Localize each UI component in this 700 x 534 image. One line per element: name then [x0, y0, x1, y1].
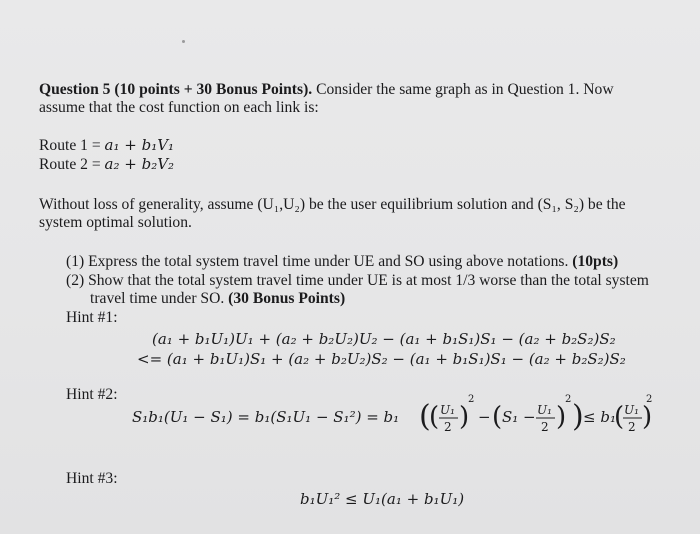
term3-close-paren: ) — [642, 402, 652, 432]
hint-2-formula — [132, 388, 652, 448]
hint-1-line-1: (a₁ + b₁U₁)U₁ + (a₂ + b₂U₂)U₂ − (a₁ + b₁S₁)S₁ − (a₂ + b₂S₂)S₂ — [152, 330, 616, 348]
term3-numerator: U₁ — [624, 403, 639, 417]
term1-close-paren: ) — [459, 402, 470, 432]
assumption-line-1: Without loss of generality, assume (U₁,U₂) be the user equilibrium solution and (S₁, S₂) be the — [39, 196, 626, 213]
task-2-cont — [90, 290, 345, 308]
hint-2-le: ≤ b₁ — [583, 408, 616, 426]
task-2-points: (30 Bonus Points) — [228, 290, 346, 307]
term1-open-paren: ( — [429, 402, 440, 432]
task-2-cont-text: travel time under SO. — [90, 290, 229, 307]
route-1-formula: a₁ + b₁V₁ — [104, 136, 175, 154]
term2-numerator: U₁ — [537, 403, 552, 417]
term1-exponent: 2 — [468, 394, 475, 405]
hint-2-lhs: S₁b₁(U₁ − S₁) = b₁(S₁U₁ − S₁²) = b₁ — [132, 408, 400, 426]
outer-close-paren: ) — [572, 399, 584, 434]
hint-1-line-2: <= (a₁ + b₁U₁)S₁ + (a₂ + b₂U₂)S₂ − (a₁ + b₁S₁)S₁ − (a₂ + b₂S₂)S₂ — [137, 350, 626, 368]
hint-1-label: Hint #1: — [66, 309, 118, 326]
task-2: (2) Show that the total system travel time under UE is at most 1/3 worse than the total system — [66, 272, 649, 289]
route-1-label: Route 1 = — [39, 137, 105, 154]
question-title-line — [39, 81, 614, 99]
assumption-line-2: system optimal solution. — [39, 214, 192, 231]
route-1 — [39, 136, 174, 155]
term2-denominator: 2 — [541, 420, 549, 434]
term3-denominator: 2 — [628, 420, 636, 434]
task-1-text: (1) Express the total system travel time under UE and SO using above notations. — [66, 253, 573, 270]
term3-open-paren: ( — [614, 402, 625, 432]
speck — [182, 40, 185, 43]
term3-exponent: 2 — [646, 394, 652, 405]
route-2-formula: a₂ + b₂V₂ — [104, 155, 175, 173]
question-title-bold: Question 5 (10 points + 30 Bonus Points). — [39, 81, 313, 98]
term2-exponent: 2 — [565, 394, 572, 405]
term2-close-paren: ) — [556, 402, 567, 432]
task-1 — [66, 253, 618, 271]
term2-s1: S₁ − — [502, 408, 536, 426]
task-1-points: (10pts) — [572, 253, 619, 270]
term1-denominator: 2 — [444, 420, 452, 434]
hint-2-label: Hint #2: — [66, 386, 118, 403]
hint-3-label: Hint #3: — [66, 470, 118, 487]
outer-open-paren: ( — [419, 399, 431, 434]
term2-open-paren: ( — [492, 402, 503, 432]
hint-3-line-1: b₁U₁² ≤ U₁(a₁ + b₁U₁) — [300, 490, 465, 508]
question-title-rest: Consider the same graph as in Question 1. Now — [312, 81, 614, 98]
question-line-2: assume that the cost function on each link is: — [39, 99, 319, 116]
hint-2-equation — [132, 388, 652, 453]
term1-numerator: U₁ — [440, 403, 455, 417]
route-2-label: Route 2 = — [39, 156, 105, 173]
route-2 — [39, 155, 174, 174]
minus-sign: − — [478, 408, 491, 426]
